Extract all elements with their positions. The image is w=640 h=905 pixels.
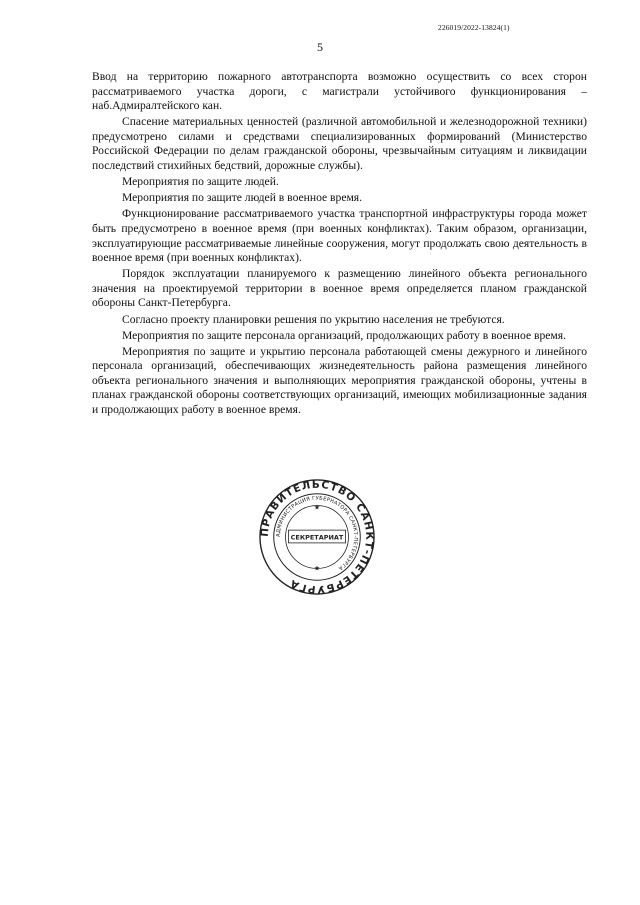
page-number: 5: [317, 40, 323, 54]
paragraph: Мероприятия по защите персонала организаций, продолжающих работу в военное время.: [122, 328, 566, 342]
paragraph: Функционирование рассматриваемого участка транспортной инфраструктуры города может быть предусмотрено в военное время (при военных конфликтах). Таким образом, организации, эксплуатирующие рассматриваемые линейные сооружения, могут продолжать свою деятельность в военное время (при военных конфликтах).: [92, 207, 587, 265]
paragraph: Согласно проекту планировки решения по укрытию населения не требуются.: [122, 312, 505, 326]
paragraph: Ввод на территорию пожарного автотранспорта возможно осуществить со всех сторон рассматриваемого участка дороги, с магистрали устойчивого функционирования – наб.Адмиралтейского кан.: [92, 70, 587, 113]
seal-outer-text: ПРАВИТЕЛЬСТВО САНКТ-ПЕТЕРБУРГА: [258, 478, 376, 596]
seal-star-icon: ★: [313, 504, 321, 512]
paragraph: Мероприятия по защите и укрытию персонала работающей смены дежурного и линейного персонала организаций, обеспечивающих жизнедеятельность района размещения линейного объекта регионального значения и выполняющих мероприятия гражданской обороны, учтены в планах гражданской обороны соответствующих организаций, имеющих мобилизационные задания и продолжающих работу в военное время.: [92, 344, 587, 417]
document-body: [92, 70, 587, 419]
paragraph: Мероприятия по защите людей.: [122, 175, 279, 189]
paragraph: Мероприятия по защите людей в военное время.: [122, 191, 363, 205]
seal-star-icon: ★: [313, 565, 321, 573]
paragraph: Порядок эксплуатации планируемого к размещению линейного объекта регионального значения на проектируемой территории в военное время определяется планом гражданской обороны Санкт-Петербурга.: [92, 267, 587, 310]
seal-center-text: СЕКРЕТАРИАТ: [290, 533, 344, 542]
seal-inner-text: АДМИНИСТРАЦИЯ ГУБЕРНАТОРА САНКТ-ПЕТЕРБУРГА: [275, 495, 359, 572]
document-id: 226019/2022-13824(1): [438, 23, 510, 32]
paragraph: Спасение материальных ценностей (различной автомобильной и железнодорожной техники) предусмотрено силами и средствами специализированных формирований (Министерство Российской Федерации по делам гражданской обороны, чрезвычайным ситуациям и ликвидации последствий стихийных бедствий, дорожные службы).: [92, 115, 587, 173]
official-seal: [258, 478, 376, 596]
